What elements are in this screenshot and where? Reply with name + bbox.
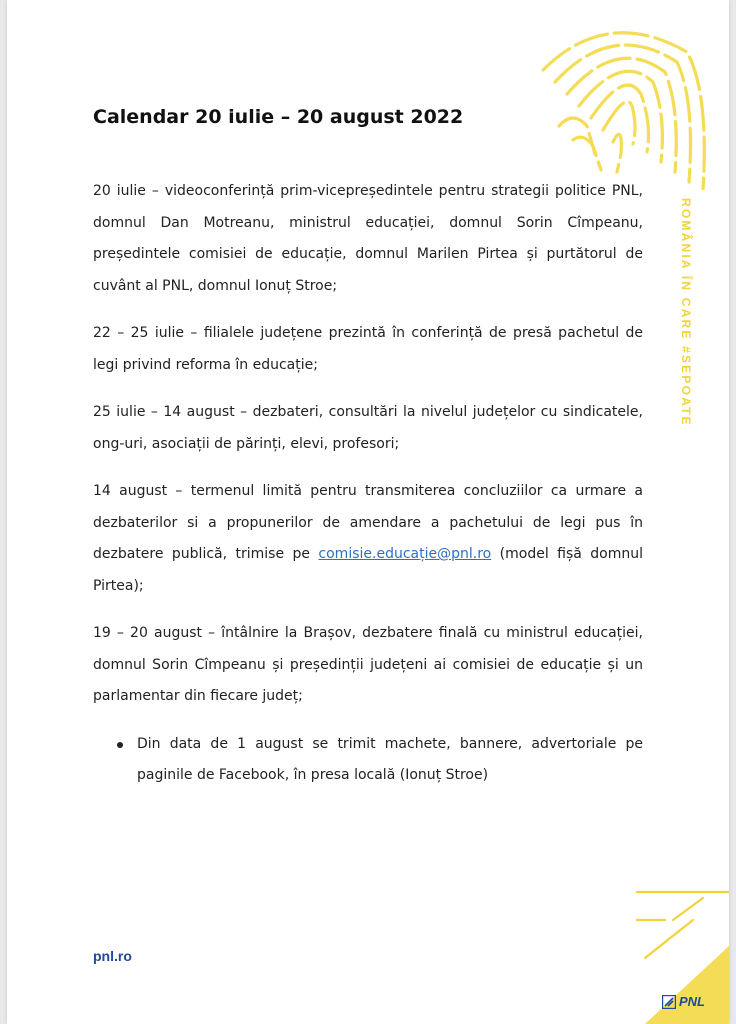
logo-text: PNL (679, 994, 705, 1009)
email-link[interactable]: comisie.educație@pnl.ro (318, 546, 492, 562)
paragraph: 22 – 25 iulie – filialele județene prezintă în conferință de presă pachetul de legi privind reforma în educație; (93, 325, 643, 373)
document-body (93, 176, 643, 792)
tagline-vertical: ROMÂNIA ÎN CARE #SEPOATE (679, 198, 693, 427)
paragraph: 19 – 20 august – întâlnire la Brașov, dezbatere finală cu ministrul educației, domnul Sorin Cîmpeanu și președinții județeni ai comisiei de educație și un parlamentar din fiecare județ; (93, 625, 643, 704)
footer-website-link[interactable]: pnl.ro (93, 948, 132, 964)
paragraph-text: 14 august – termenul limită pentru transmiterea concluziilor ca urmare a dezbaterilor si a propunerilor de amendare a pachetului de legi pus în dezbatere publică, trimise pe (93, 483, 643, 562)
page-title: Calendar 20 iulie – 20 august 2022 (93, 106, 464, 128)
bullet-list (93, 729, 643, 792)
pnl-logo-icon (662, 995, 676, 1009)
paragraph (93, 476, 643, 602)
fingerprint-icon (537, 22, 707, 190)
pnl-logo (662, 994, 705, 1009)
document-page (7, 0, 729, 1024)
paragraph: 20 iulie – videoconferință prim-vicepreședintele pentru strategii politice PNL, domnul Dan Motreanu, ministrul educației, domnul Sorin Cîmpeanu, președintele comisiei de educație, domnul Marilen Pirtea și purtătorul de cuvânt al PNL, domnul Ionuț Stroe; (93, 183, 643, 294)
paragraph-text: (model fișă domnul Pirtea); (93, 546, 643, 594)
list-item: Din data de 1 august se trimit machete, bannere, advertoriale pe paginile de Facebook, în presa locală (Ionuț Stroe) (137, 729, 643, 792)
paragraph: 25 iulie – 14 august – dezbateri, consultări la nivelul județelor cu sindicatele, ong-uri, asociații de părinți, elevi, profesori; (93, 404, 643, 452)
